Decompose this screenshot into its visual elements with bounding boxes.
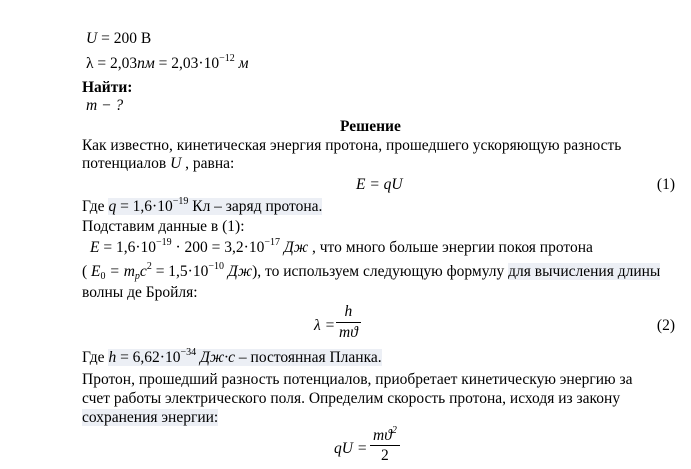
wavelength-unit-pm: пм — [137, 55, 155, 72]
planck-symbol: h — [108, 349, 117, 366]
find-item: m − ? — [86, 97, 124, 114]
rest-highlight: для вычисления длины — [508, 263, 661, 280]
calc-part-1: = 1,6·10 — [99, 239, 156, 256]
planck-exponent: −34 — [180, 347, 197, 358]
equation-2-denominator: mϑ — [339, 324, 358, 341]
charge-exponent: −19 — [172, 196, 189, 207]
given-wavelength — [86, 54, 249, 74]
equation-3-square: 2 — [391, 425, 397, 436]
rest-open: ( — [82, 263, 92, 280]
given-voltage — [86, 29, 151, 49]
equation-3-fraction — [370, 426, 400, 465]
equation-3-lhs: qU = — [334, 440, 368, 457]
voltage-symbol: U — [86, 30, 98, 47]
planck-unit: Дж·c — [199, 349, 236, 366]
rest-energy-symbol: E — [91, 263, 101, 280]
equation-1: E = qU — [356, 176, 403, 193]
wavelength-value: λ = 2,03 — [86, 55, 138, 72]
wavelength-exponent: −12 — [219, 53, 235, 64]
paragraph-3-line-1: Протон, прошедший разность потенциалов, приобретает кинетическую энергию за — [82, 371, 633, 388]
rest-light-speed: c — [139, 263, 147, 280]
wavelength-unit-m: м — [238, 55, 249, 72]
planck-value: = 6,62·10 — [116, 349, 181, 366]
calc-part-2: · 200 = 3,2·10 — [171, 239, 265, 256]
where-label-2: Где — [82, 349, 109, 366]
rest-value: = 1,5·10 — [151, 263, 209, 280]
rest-sub-p: p — [134, 271, 140, 282]
rest-unit: Дж — [227, 263, 253, 280]
p1-var: U — [170, 155, 182, 172]
voltage-value: = 200 В — [97, 30, 152, 47]
rest-mass: = m — [105, 263, 135, 280]
rest-text: ), то используем следующую формулу — [252, 263, 509, 280]
rest-sub-zero: 0 — [100, 271, 106, 282]
paragraph-1-line-1: Как известно, кинетическая энергия протона, прошедшего ускоряющую разность — [82, 137, 622, 154]
charge-description: Кл – заряд протона. — [188, 198, 323, 215]
rest-energy-line — [82, 262, 660, 282]
paragraph-1-line-2 — [82, 154, 234, 174]
where-charge — [82, 197, 322, 217]
calc-exponent-1: −19 — [156, 237, 172, 248]
energy-calculation — [90, 238, 593, 258]
p1-text: потенциалов — [82, 155, 171, 172]
planck-description: – постоянная Планка. — [235, 349, 382, 366]
equation-2-fraction — [336, 302, 361, 343]
equation-2-numerator: h — [344, 303, 353, 320]
calc-unit: Дж — [283, 239, 309, 256]
rest-exponent: −10 — [208, 261, 224, 272]
p1-text-end: , равна: — [181, 155, 235, 172]
where-planck — [82, 348, 382, 368]
rest-square: 2 — [146, 261, 152, 272]
where-label: Где — [82, 198, 109, 215]
solution-heading: Решение — [340, 118, 401, 135]
equation-2-lhs: λ = — [314, 317, 336, 334]
equation-2-number: (2) — [656, 317, 675, 334]
equation-3-numerator-text: mϑ — [373, 427, 392, 444]
paragraph-3-line-3 — [82, 408, 218, 428]
equation-3-numerator — [370, 426, 400, 445]
equation-3-denominator: 2 — [381, 447, 389, 464]
find-heading: Найти: — [82, 79, 133, 96]
charge-value: = 1,6·10 — [116, 198, 173, 215]
paragraph-2-line-2: волны де Бройля: — [82, 284, 198, 301]
paragraph-3-line-3-text: сохранения энергии: — [82, 409, 219, 426]
wavelength-si-value: = 2,03·10 — [154, 55, 220, 72]
equation-1-number: (1) — [656, 176, 675, 193]
substitute-heading: Подставим данные в (1): — [82, 218, 245, 235]
charge-symbol: q — [108, 198, 117, 215]
calc-comment: , что много больше энергии покоя протона — [308, 239, 593, 256]
energy-symbol: E — [90, 239, 100, 256]
paragraph-3-line-2: счет работы электрического поля. Определим скорость протона, исходя из закону — [82, 390, 621, 407]
calc-exponent-2: −17 — [264, 237, 280, 248]
